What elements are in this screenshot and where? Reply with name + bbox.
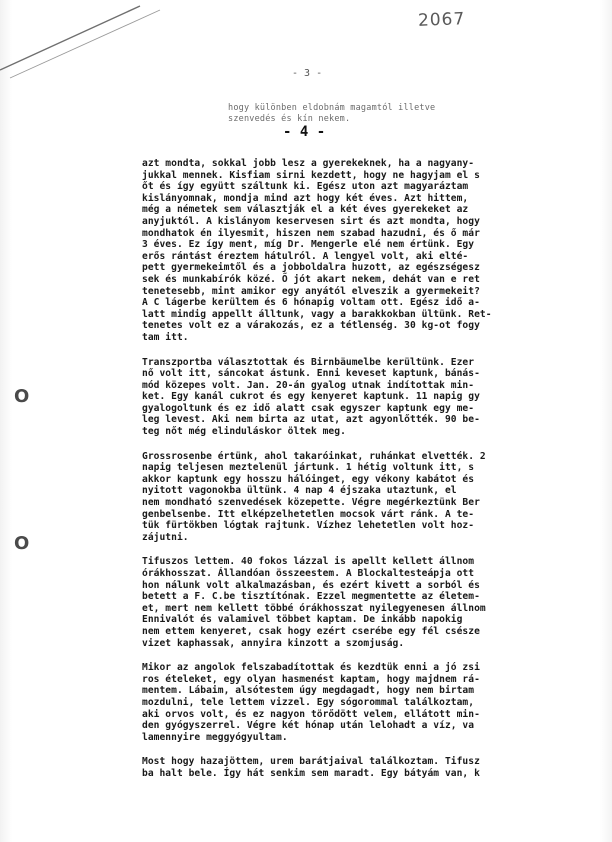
- text-line: aki orvos volt, és ez nagyon törődött velem, ellátott min-: [142, 708, 480, 720]
- text-line: Tifuszos lettem. 40 fokos lázzal is apellt kellett állnom: [142, 556, 475, 568]
- text-line: tenetes volt ez a várakozás, ez a tétlenség. 30 kg-ot fogy: [142, 320, 480, 332]
- text-line: mód közepes volt. Jan. 20-án gyalog utnak indítottak min-: [142, 379, 475, 391]
- text-line: tenetesebb, mint amikor egy anyától elveszik a gyermekeit?: [142, 285, 480, 297]
- text-line: betett a F. C.be tisztítónak. Ezzel megmentette az életem-: [142, 591, 480, 603]
- paragraph: [142, 158, 590, 344]
- text-line: mozdulni, tele lettem vizzel. Egy sógorommal találkoztam,: [142, 696, 475, 708]
- text-line: Ennivalót és valamivel többet kaptam. De inkább napokig: [142, 614, 463, 626]
- text-line: A C lágerbe kerültem és 6 hónapig voltam ott. Egész idő a-: [142, 297, 480, 309]
- text-line: Transzportba választottak és Birnbäumelbe kerültünk. Ezer: [142, 356, 475, 368]
- testimony-body: [142, 158, 590, 793]
- text-line: hon nálunk volt alkalmazásban, és ezért kivett a sorból és: [142, 579, 480, 591]
- paragraph: [142, 756, 590, 779]
- paragraph: [142, 451, 590, 544]
- scan-fold-line: [0, 0, 180, 90]
- text-line: pett gyermekeimtől és a jobboldalra huzott, az egészségesz: [142, 262, 480, 274]
- text-line: tam itt.: [142, 331, 189, 343]
- text-line: nem mondható szenvedések közepette. Végre megérkeztünk Ber: [142, 497, 480, 509]
- text-line: zájutni.: [142, 531, 189, 543]
- text-line: ket. Egy kanál cukrot és egy kenyeret kaptunk. 11 napig gy: [142, 391, 480, 403]
- text-line: tük fürtökben lógtak rajtunk. Vízhez lehetetlen volt hoz-: [142, 520, 475, 532]
- text-line: latt mindig appellt álltunk, vagy a barakkokban ültünk. Ret-: [142, 308, 492, 320]
- page-number: - 4 -: [283, 124, 326, 140]
- text-line: leg levest. Aki nem birta az utat, azt agyonlőtték. 90 be-: [142, 414, 480, 426]
- paragraph: [142, 357, 590, 438]
- text-line: nem ettem kenyeret, csak hogy ezért cserébe egy fél csésze: [142, 625, 480, 637]
- text-line: 3 éves. Ez így ment, míg Dr. Mengerle elé nem értünk. Egy: [142, 239, 475, 251]
- page-marker: - 3 -: [292, 68, 323, 79]
- text-line: et, mert nem kellett többé órákhosszat nyilegyenesen állnom: [142, 602, 486, 614]
- text-line: akkor kaptunk egy hosszu hálóinget, egy vékony kabátot és: [142, 473, 475, 485]
- text-line: lamennyire meggyógyultam.: [142, 731, 288, 743]
- text-line: ros ételeket, egy olyan hasmenést kaptam, hogy majdnem rá-: [142, 673, 480, 685]
- paragraph: [142, 662, 590, 743]
- archive-number: 2067: [417, 9, 466, 31]
- previous-page-text: [228, 103, 548, 125]
- paragraph: [142, 556, 590, 649]
- text-line: mondhatok én ilyesmit, hiszen nem szabad hazudni, és ő már: [142, 227, 480, 239]
- text-line: még a németek sem választják el a két éves gyerekeket az: [142, 204, 469, 216]
- text-line: vizet kaphassak, annyira kinzott a szomjuság.: [142, 637, 405, 649]
- binding-hole-mark: [14, 386, 30, 407]
- text-line: Most hogy hazajöttem, urem barátjaival találkoztam. Tifusz: [142, 756, 480, 768]
- text-line: Grossrosenbe értünk, ahol takaróinkat, ruhánkat elvették. 2: [142, 450, 486, 462]
- text-line: azt mondta, sokkal jobb lesz a gyerekeknek, ha a nagyany-: [142, 158, 475, 169]
- margin-mark: O: [14, 386, 30, 407]
- text-line: napig teljesen meztelenül jártunk. 1 hétig voltunk itt, s: [142, 462, 475, 474]
- text-line: erős rántást éreztem hátulról. A lengyel volt, aki elté-: [142, 250, 469, 262]
- text-line: jukkal mennek. Kisfiam sirni kezdett, hogy ne hagyjam el s: [142, 169, 480, 181]
- text-line: genbelsenbe. Itt elképzelhetetlen mocsok várt ránk. A te-: [142, 508, 475, 520]
- text-line: mentem. Lábaim, alsótestem úgy megdagadt, hogy nem birtam: [142, 685, 475, 697]
- text-line: nyitott vagonokba ültünk. 4 nap 4 éjszaka utaztunk, el: [142, 485, 457, 497]
- text-line: ba halt bele. Így hát senkim sem maradt. Egy bátyám van, k: [142, 767, 480, 779]
- margin-mark: O: [14, 533, 30, 554]
- text-line: teg nőt még elinduláskor öltek meg.: [142, 426, 346, 438]
- text-line: őt és így együtt száltunk ki. Egész uton azt magyaráztam: [142, 181, 469, 193]
- text-line: sek és munkabírók közé. Ő jót akart nekem, dehát van e ret: [142, 273, 480, 285]
- binding-hole-mark: [14, 533, 30, 554]
- text-line: Mikor az angolok felszabadítottak és kezdtük enni a jó zsi: [142, 662, 480, 674]
- text-line: den gyógyszerrel. Végre két hónap után lelohadt a víz, va: [142, 720, 475, 732]
- previous-page-line: hogy különben eldobnám magamtól illetve: [228, 103, 436, 113]
- previous-page-line: szenvedés és kín nekem.: [228, 114, 351, 124]
- text-line: anyjuktól. A kislányom keservesen sirt és azt mondta, hogy: [142, 215, 480, 227]
- text-line: kislányomnak, mondja mind azt hogy két éves. Azt hittem,: [142, 192, 469, 204]
- text-line: órákhosszat. Állandóan összeestem. A Blockaltesteápja ott: [142, 568, 475, 579]
- text-line: nő volt itt, sáncokat ástunk. Enni keveset kaptunk, bánás-: [142, 368, 480, 380]
- text-line: gyalogoltunk és ez idő alatt csak egyszer kaptunk egy me-: [142, 402, 475, 414]
